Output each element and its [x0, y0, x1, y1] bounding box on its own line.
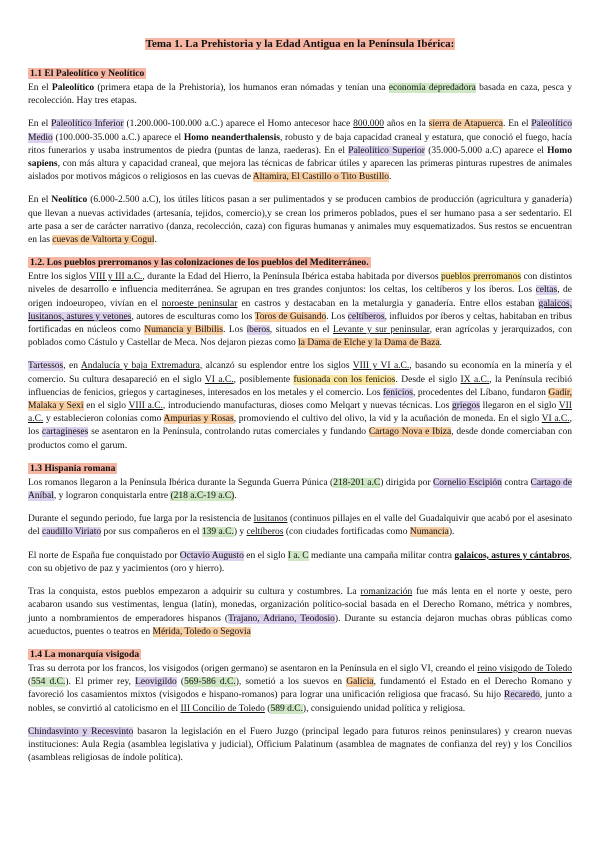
paragraph [28, 82, 572, 108]
highlighted-text: Trajano, Adriano, Teodosio [228, 613, 335, 624]
text-run: IX a.C. [460, 374, 490, 385]
paragraph [28, 513, 572, 539]
text-run: y establecieron colonias como [43, 414, 164, 425]
highlighted-text: Cartago de Aníbal [28, 477, 572, 502]
paragraph [28, 726, 572, 766]
paragraph [28, 586, 572, 639]
highlighted-text: Numancia [409, 527, 449, 538]
highlighted-text: celtíberos [347, 311, 385, 322]
text-run: ). Durante su estancia dejaron muchas obras públicas como acueductos, puentes o teatros en [28, 613, 572, 637]
text-run: ), consiguiendo unidad política y religiosa. [302, 703, 466, 714]
text-run: VI a.C. [204, 374, 234, 385]
highlighted-text: íberos [246, 325, 270, 336]
text-run: . Los [222, 325, 247, 336]
highlighted-text: la Dama de Elche y la Dama de Baza [298, 338, 440, 349]
text-run: , fundamentó el Estado en el Derecho Romano y favoreció los casamientos mixtos (visigodos e hispano-romanos) para lograr una unificación religiosa que fracasó. Su hijo [28, 677, 572, 701]
text-run: , los [28, 414, 572, 438]
text-run: En el [28, 195, 52, 206]
highlighted-text: Altamira, El Castillo o Tito Bustillo [252, 172, 389, 183]
text-run: Levante y sur peninsular [333, 325, 430, 336]
text-run: , procedentes del Líbano, fundaron [412, 387, 549, 398]
highlighted-text: fusionada con los fenicios [293, 374, 396, 385]
text-run: (continuos pillajes en el valle del Guadalquivir que acabó por el asesinato del [28, 514, 572, 538]
highlighted-text: Gadir, Malaka y Sexi [28, 387, 572, 412]
paragraph [28, 477, 572, 503]
text-run: mediante una campaña militar contra [308, 550, 455, 561]
text-run: , robusto y de baja capacidad craneal y estatura, que conoció el fuego, hacía ritos funerarios y usaba instrumentos de piedra (puntas de lanza, raederas). En el [28, 132, 572, 156]
highlighted-text: Cartago Nova e Ibiza [368, 427, 452, 438]
highlighted-text: Chindasvinto y Recesvinto [28, 726, 134, 737]
text-run: ). [448, 527, 455, 538]
text-run: , y lograron conquistarla entre [53, 491, 171, 502]
paragraph [28, 550, 572, 576]
text-run: llegaron en el siglo [479, 401, 559, 412]
text-run: , influidos por íberos y celtas, habitaban en tribus fortificadas en núcleos como [28, 311, 572, 336]
text-run: ) dirigida por [380, 477, 433, 488]
text-run: , eran agrícolas y jerarquizados, con poblados como Cástulo y Castellar de Meca. Nos dejaron piezas como [28, 325, 572, 349]
paragraph [28, 194, 572, 247]
text-run: Andalucía y baja Extremadura [80, 361, 200, 372]
highlighted-text: (218 a.C-19 a.C) [170, 491, 235, 502]
section-heading: 1.2. Los pueblos prerromanos y las colonizaciones de los pueblos del Mediterráneo. [30, 257, 369, 269]
highlighted-text: 589 d.C. [270, 703, 303, 714]
text-run: (100.000-35.000 a.C.) aparece el [52, 132, 184, 143]
section-heading: 1.4 La monarquía visigoda [30, 648, 140, 660]
text-run: , con su objetivo de paz y yacimientos (oro y hierro). [28, 550, 572, 574]
text-run: (primera etapa de la Prehistoria), los humanos eran nómadas y tenían una [94, 83, 389, 93]
text-run: VIII a.C. [128, 401, 163, 412]
section-2 [28, 257, 572, 453]
highlighted-text: caudillo Viriato [41, 527, 102, 538]
section-4 [28, 649, 572, 765]
text-run: . Desde el siglo [395, 374, 461, 385]
highlighted-text: Tartessos [28, 361, 64, 372]
text-run: . [388, 172, 392, 183]
highlighted-text: Toros de Guisando [254, 311, 327, 322]
text-run: , desde donde comerciaban con productos como el garum. [28, 427, 572, 451]
text-run: basaron la legislación en el Fuero Juzgo (principal legado para futuros reinos peninsulares) y crearon nuevas instituciones: Aula Regia (asamblea legislativa y judicial), Officium Palatinum (asamblea de magnates de confianza del rey) y los Concilios (asambleas religiosas de índole política). [28, 726, 572, 764]
highlighted-text: economía depredadora [388, 83, 476, 93]
text-run: basada en caza, pesca y recolección. Hay tres etapas. [28, 83, 572, 107]
section-heading: 1.1 El Paleolítico y Neolítico [30, 68, 145, 79]
text-run: celtíberos [246, 527, 284, 538]
section-heading: 1.3 Hispania romana [30, 462, 116, 474]
text-run: galaicos, astures y cántabros [454, 550, 570, 561]
highlighted-text: cartagineses [41, 427, 89, 438]
text-run: III Concilio de Toledo [180, 703, 265, 714]
text-run: , situados en el [269, 325, 333, 336]
text-run: El norte de España fue conquistado por [28, 550, 180, 561]
text-run: . [234, 491, 237, 502]
document-body [28, 68, 572, 765]
text-run: VIII y III a.C. [89, 272, 143, 283]
highlighted-text: 554 d.C. [31, 677, 66, 688]
text-run: , en [63, 361, 81, 372]
text-run: con distintos niveles de desarrollo e influencia mediterránea. Se agrupan en tres grandes conjuntos: los celtas, los celtíberos y los íberos. Los [28, 272, 572, 296]
text-run: . Los [326, 311, 348, 322]
text-run: , basando su economía en la minería y el comercio. Su cultura desapareció en el siglo [28, 361, 573, 385]
text-run: , autores de esculturas como los [131, 311, 255, 322]
text-run: VI a.C. [541, 414, 570, 425]
highlighted-text: celtas [535, 285, 558, 296]
text-run: , junto a nobles, se convirtió al catolicismo en el [28, 690, 572, 714]
highlighted-text: sierra de Atapuerca [428, 119, 503, 130]
highlighted-text: Cornelio Escipión [432, 477, 502, 488]
highlighted-text: 218-201 a.C [333, 477, 381, 488]
paragraph [28, 663, 572, 716]
text-run: . [439, 338, 442, 349]
highlighted-text: cuevas de Valtorta y Cogul [52, 235, 155, 246]
text-run: lusitanos [253, 514, 288, 525]
highlighted-text: Mérida, Toledo o Segovia [152, 626, 251, 637]
text-run: (35.000-5.000 a.C) aparece el [424, 145, 548, 156]
text-run: ). El primer rey, [65, 677, 136, 688]
text-run: en castros y destacaban en la metalurgia y ganadería. Entre ellos estaban [237, 298, 539, 309]
text-run: se asentaron en la Península, controlando rutas comerciales y fundando [88, 427, 369, 438]
text-run: ) y [233, 527, 247, 538]
paragraph [28, 360, 572, 452]
highlighted-text: 139 a.C. [201, 527, 234, 538]
text-run: Tras su derrota por los francos, los visigodos (origen germano) se asentaron en la Península en el siglo VI, creando el [28, 663, 478, 674]
text-run: . En el [502, 119, 532, 130]
text-run: , durante la Edad del Hierro, la Península Ibérica estaba habitada por diversos [142, 272, 442, 283]
document-title: Tema 1. La Prehistoria y la Edad Antigua en la Península Ibérica: [145, 38, 455, 50]
highlighted-text: Numancia y Bilbilis [144, 325, 223, 336]
text-run: en el siglo [243, 550, 288, 561]
highlighted-text: Galicia [346, 677, 374, 688]
text-run: , promoviendo el cultivo del olivo, la vid y la acuñación de moneda. En el siglo [233, 414, 542, 425]
section-1 [28, 68, 572, 247]
text-run: noroeste peninsular [161, 298, 238, 309]
highlighted-text: fenicios [382, 387, 413, 398]
text-run: , con más altura y capacidad craneal, que mejora las técnicas de fabricar útiles y aparecen las primeras pinturas rupestres de animales aislados por motivos mágicos o religiosos en las cuevas de [28, 159, 572, 183]
paragraph [28, 271, 572, 350]
text-run: VII a.C. [28, 401, 572, 425]
text-run: Neolítico [51, 195, 88, 206]
text-run: por sus compañeros en el [101, 527, 202, 538]
text-run: Homo sapiens [28, 145, 572, 170]
text-run: En el [28, 83, 52, 93]
text-run: , de origen indoeuropeo, vivían en el [28, 285, 573, 309]
highlighted-text: Paleolítico Inferior [51, 119, 124, 130]
text-run: , la Península recibió influencias de fenicios, griegos y cartagineses, interesados en los metales y el comercio. Los [28, 374, 573, 398]
text-run: ), sometió a los suevos en [235, 677, 347, 688]
highlighted-text: griegos [452, 401, 480, 412]
text-run: ( [264, 703, 271, 714]
highlighted-text: Recaredo [504, 690, 540, 701]
text-run: romanización [360, 587, 413, 598]
text-run: , alcanzó su esplendor entre los siglos [199, 361, 353, 372]
highlighted-text: Leovigildo [135, 677, 177, 688]
highlighted-text: pueblos prerromanos [441, 272, 522, 283]
highlighted-text: Paleolítico Medio [28, 119, 572, 143]
text-run: Los romanos llegaron a la Península Ibérica durante la Segunda Guerra Púnica ( [28, 477, 334, 488]
text-run: Entre los siglos [28, 272, 90, 283]
highlighted-text: Paleolítico Superior [348, 145, 425, 156]
highlighted-text: Octavio Augusto [179, 550, 244, 561]
text-run: En el [28, 119, 52, 130]
highlighted-text: I a. C [287, 550, 309, 561]
text-run: en el siglo [83, 401, 129, 412]
text-run: 800.000 [353, 119, 384, 130]
text-run: fue más lenta en el norte y oeste, pero acabaron usando sus vestimentas, lengua (latín), monedas, organización político-social basada en el Derecho Romano, métrica y nombres, junto a nombramientos de emperadores hispanos ( [28, 587, 572, 624]
highlighted-text: Ampurias y Rosas [163, 414, 234, 425]
text-run: , introduciendo manufacturas, dioses como Melqart y nuevas técnicas. Los [162, 401, 452, 412]
text-run: Paleolítico [51, 83, 95, 93]
text-run: años en la [383, 119, 429, 130]
text-run: (1.200.000-100.000 a.C.) aparece el Homo antecesor hace [123, 119, 354, 130]
text-run: (6.000-2.500 a.C), los útiles líticos pasan a ser pulimentados y se producen cambios de producción (agricultura y ganadería) que llevan a nuevas actividades (artesanía, tejidos, comercio),y se crean los primeros poblados, pues el ser humano pasa a ser sedentario. El arte pasa a ser de carácter narrativo (danza, recolección, caza) con figuras humanas y animales muy esquematizados. Sus restos se encuentran en las [28, 195, 572, 246]
paragraph [28, 118, 572, 184]
text-run: reino visigodo de Toledo [477, 663, 572, 674]
text-run: Durante el segundo periodo, fue larga por la resistencia de [28, 514, 254, 525]
text-run: Tras la conquista, estos pueblos empezaron a adquirir su cultura y costumbres. La [28, 587, 361, 598]
text-run: . [154, 235, 157, 246]
text-run: (con ciudades fortificadas como [283, 527, 410, 538]
text-run: ( [28, 677, 32, 688]
highlighted-text: galaicos, lusitanos, astures y vetones [28, 298, 572, 322]
text-run: Homo neanderthalensis [183, 132, 280, 143]
text-run: , posiblemente [233, 374, 294, 385]
highlighted-text: 569-586 d.C. [184, 677, 236, 688]
section-3 [28, 463, 572, 639]
text-run: ( [176, 677, 185, 688]
text-run: contra [501, 477, 531, 488]
text-run: VIII y VI a.C. [352, 361, 410, 372]
